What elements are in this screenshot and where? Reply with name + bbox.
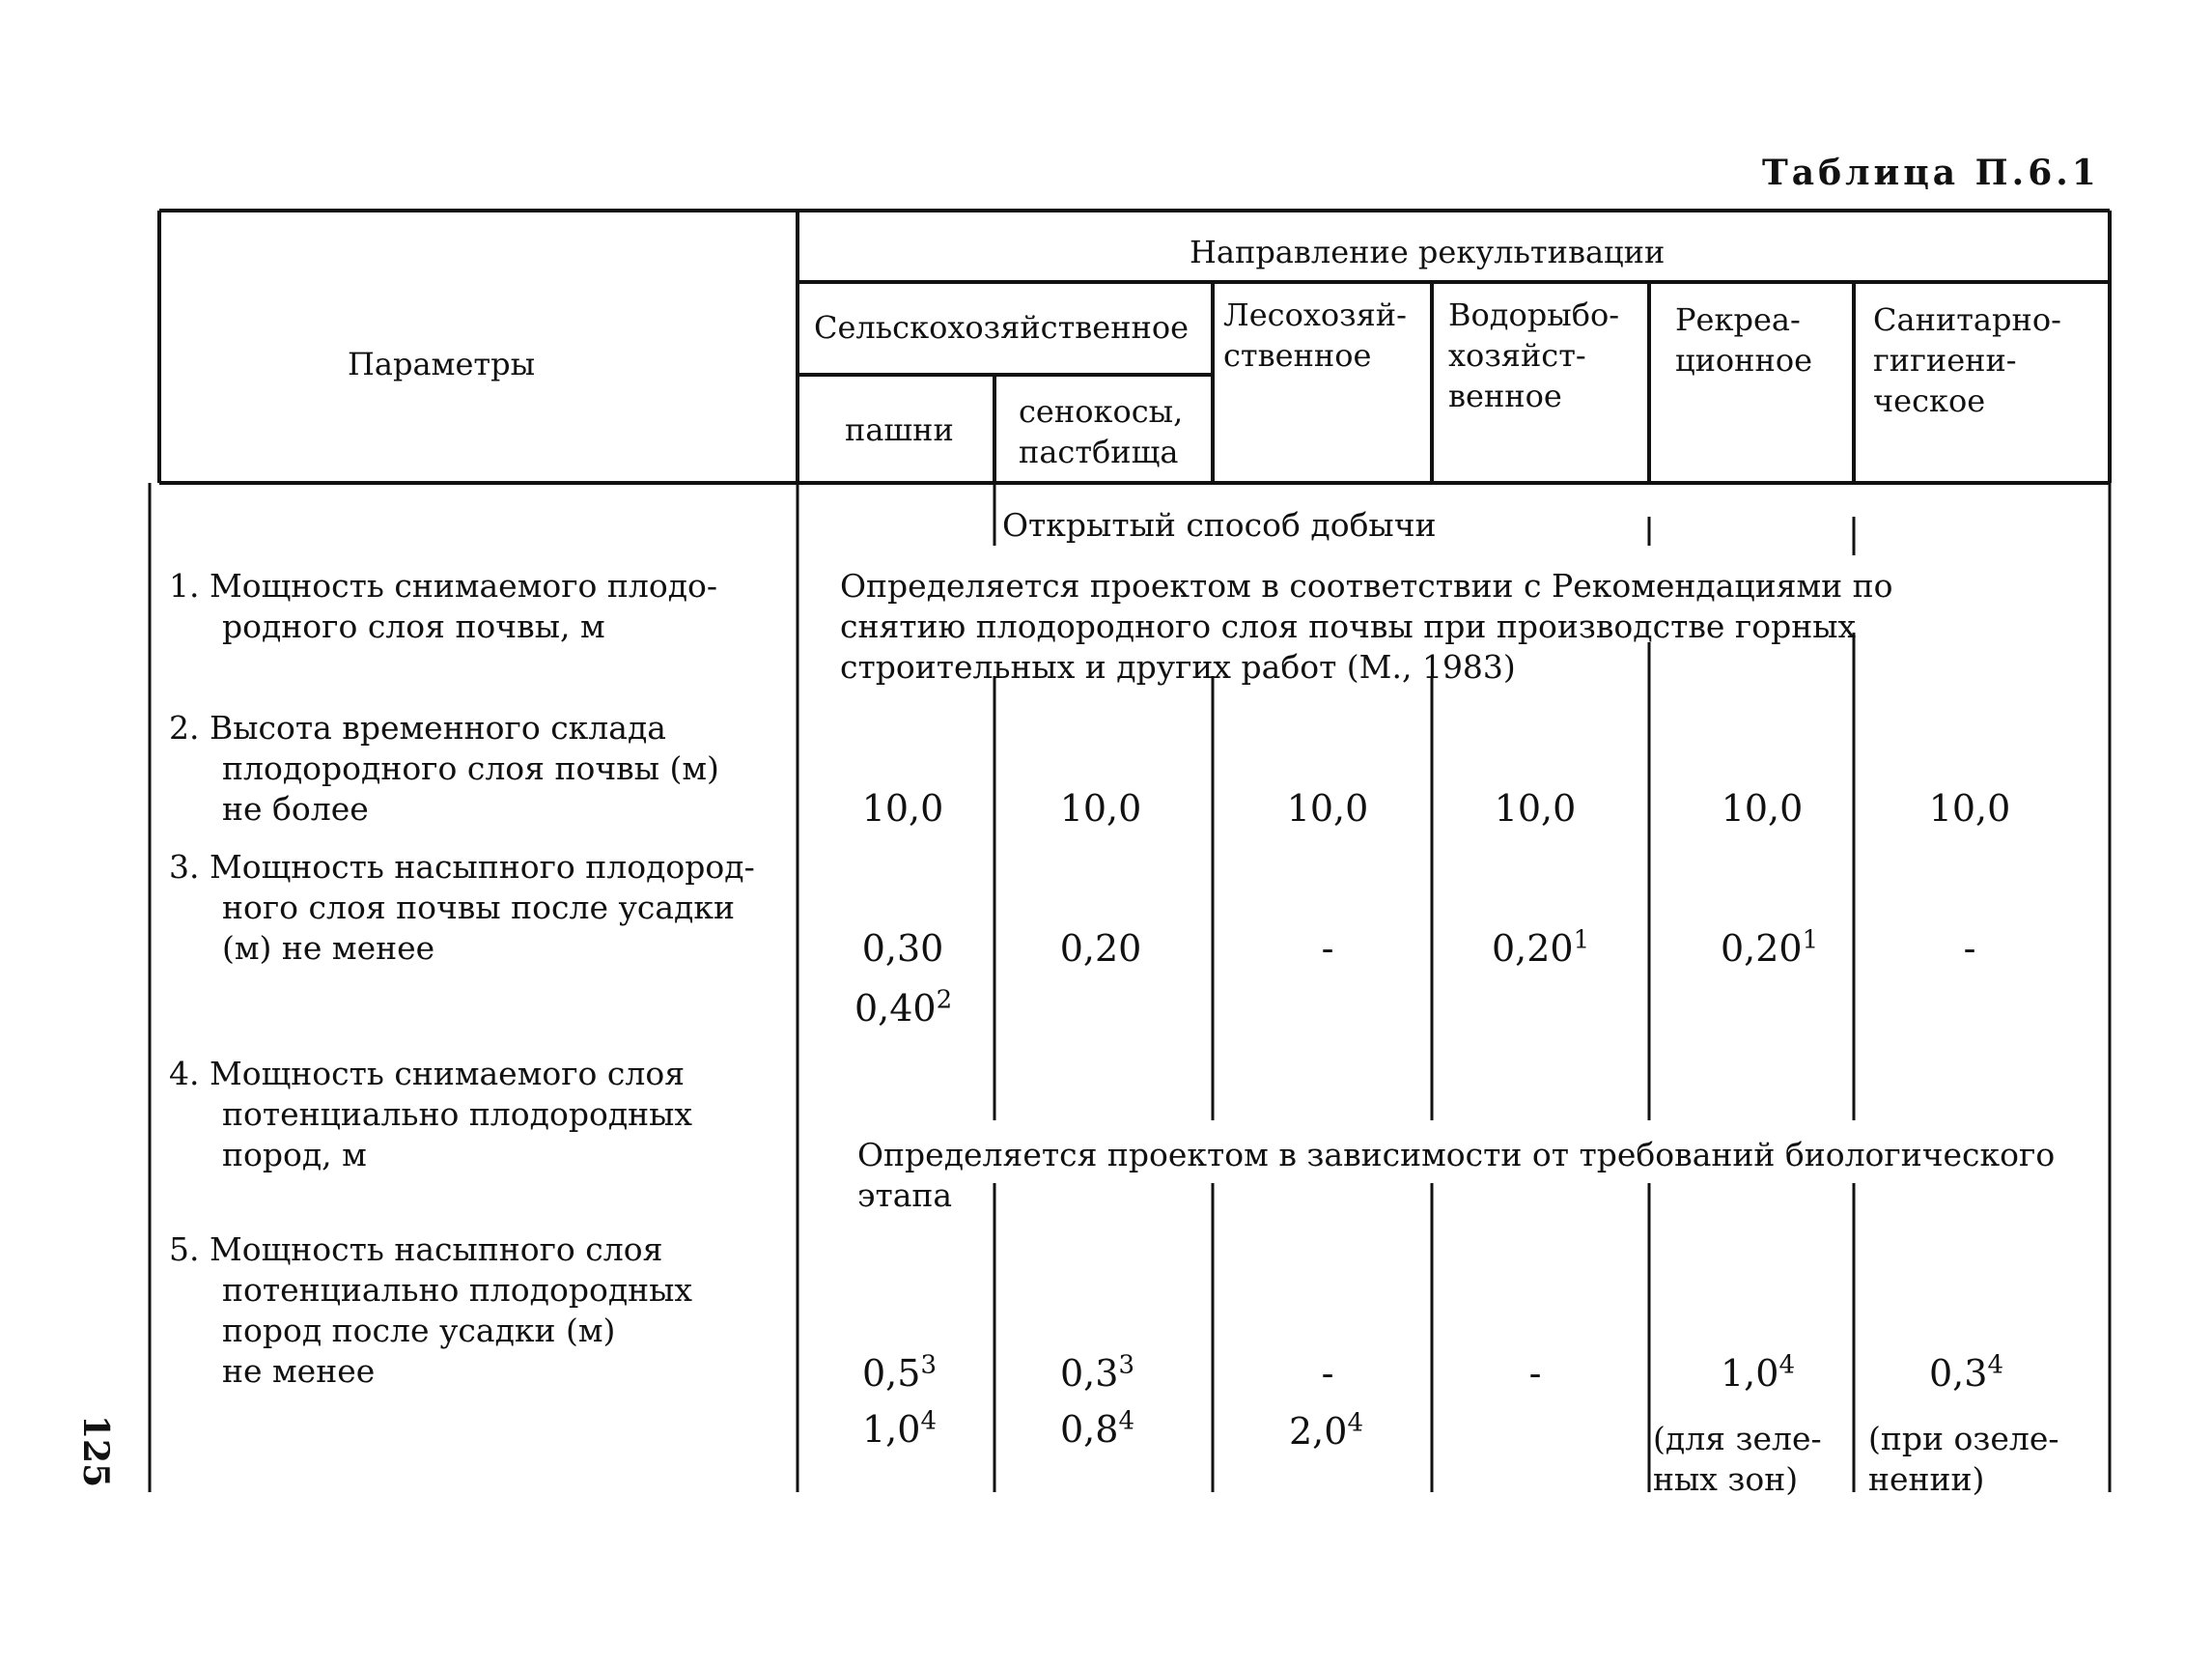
row3-value-forest: - [1321,927,1334,970]
row3-label-1: 3. Мощность насыпного плодород- [169,848,755,886]
header-san-3: ческое [1873,382,1986,419]
header-fish-2: хозяйст- [1448,337,1586,374]
row5-value2-arable: $1,0^4$ [862,1406,937,1451]
row2-value-fish: 10,0 [1494,787,1577,830]
row5-value2-hay: $0,8^4$ [1060,1406,1134,1451]
header-san-2: гигиени- [1873,342,2017,379]
row5-label-1: 5. Мощность насыпного слоя [169,1230,663,1268]
header-fish-1: Водорыбо- [1448,296,1620,333]
row2-value-arable: 10,0 [861,787,944,830]
row5-value2-forest: $2,0^4$ [1289,1408,1363,1453]
header-fish-3: венное [1448,378,1562,414]
row3-value-san: - [1963,927,1976,970]
row2-label-3: не более [222,790,369,828]
table-caption: Таблица П.6.1 [1762,153,2100,193]
header-arable: пашни [845,411,954,448]
row5-value-hay: $0,3^3$ [1060,1350,1134,1395]
section-title: Открытый способ добычи [1002,506,1437,544]
row3-value-arable-alt: 0,40$^2$ [854,985,953,1030]
header-params: Параметры [348,346,536,382]
row2-label-1: 2. Высота временного склада [169,709,666,747]
header-hay-2: пастбища [1019,434,1179,470]
header-san-1: Санитарно- [1873,301,2061,338]
row3-label-2: ного слоя почвы после усадки [222,889,735,926]
header-forest-1: Лесохозяй- [1223,296,1407,333]
page-number: 125 [75,1415,116,1488]
row5-note-san-1: (при озеле- [1868,1420,2059,1457]
row1-label-1: 1. Мощность снимаемого плодо- [169,567,718,605]
header-agri: Сельскохозяйственное [814,309,1190,346]
row1-span-1: Определяется проектом в соответствии с Рекомендациями по [840,567,1893,605]
row2-label-2: плодородного слоя почвы (м) [222,749,719,787]
row5-label-2: потенциально плодородных [222,1271,693,1309]
row5-value-fish: - [1528,1352,1542,1395]
row2-value-san: 10,0 [1928,787,2011,830]
row5-label-4: не менее [222,1352,376,1390]
row5-note-rec-2: ных зон) [1653,1460,1799,1498]
row1-span-2: снятию плодородного слоя почвы при производстве горных [840,607,1857,645]
row2-value-hay: 10,0 [1059,787,1142,830]
row4-label-3: пород, м [222,1136,367,1173]
row1-label-2: родного слоя почвы, м [222,607,605,645]
row3-value-rec: 0,20$^1$ [1721,925,1819,970]
row5-note-san-2: нении) [1868,1460,1985,1498]
row4-label-1: 4. Мощность снимаемого слоя [169,1055,686,1092]
row5-note-rec-1: (для зеле- [1653,1420,1822,1457]
header-direction: Направление рекультивации [1190,234,1666,270]
row5-value-arable: $0,5^3$ [862,1350,937,1395]
row3-value-fish: 0,20$^1$ [1492,925,1590,970]
header-rec-1: Рекреа- [1675,301,1801,338]
header-rec-2: ционное [1675,342,1813,379]
row3-label-3: (м) не менее [222,929,435,967]
row2-value-forest: 10,0 [1286,787,1369,830]
row1-span-3: строительных и других работ (М., 1983) [840,648,1516,686]
row5-label-3: пород после усадки (м) [222,1312,616,1349]
row5-value-san: $0,3^4$ [1929,1350,2003,1395]
row4-label-2: потенциально плодородных [222,1095,693,1133]
row4-span-1: Определяется проектом в зависимости от требований биологического [857,1136,2056,1173]
header-hay-1: сенокосы, [1019,393,1184,430]
header-forest-2: ственное [1223,337,1372,374]
row3-value-arable: 0,30 [861,927,944,970]
row3-value-hay: 0,20 [1059,927,1142,970]
row4-span-2: этапа [857,1176,953,1214]
row5-value-forest: - [1321,1352,1334,1395]
row2-value-rec: 10,0 [1721,787,1804,830]
row5-value-rec: $1,0^4$ [1721,1350,1795,1395]
